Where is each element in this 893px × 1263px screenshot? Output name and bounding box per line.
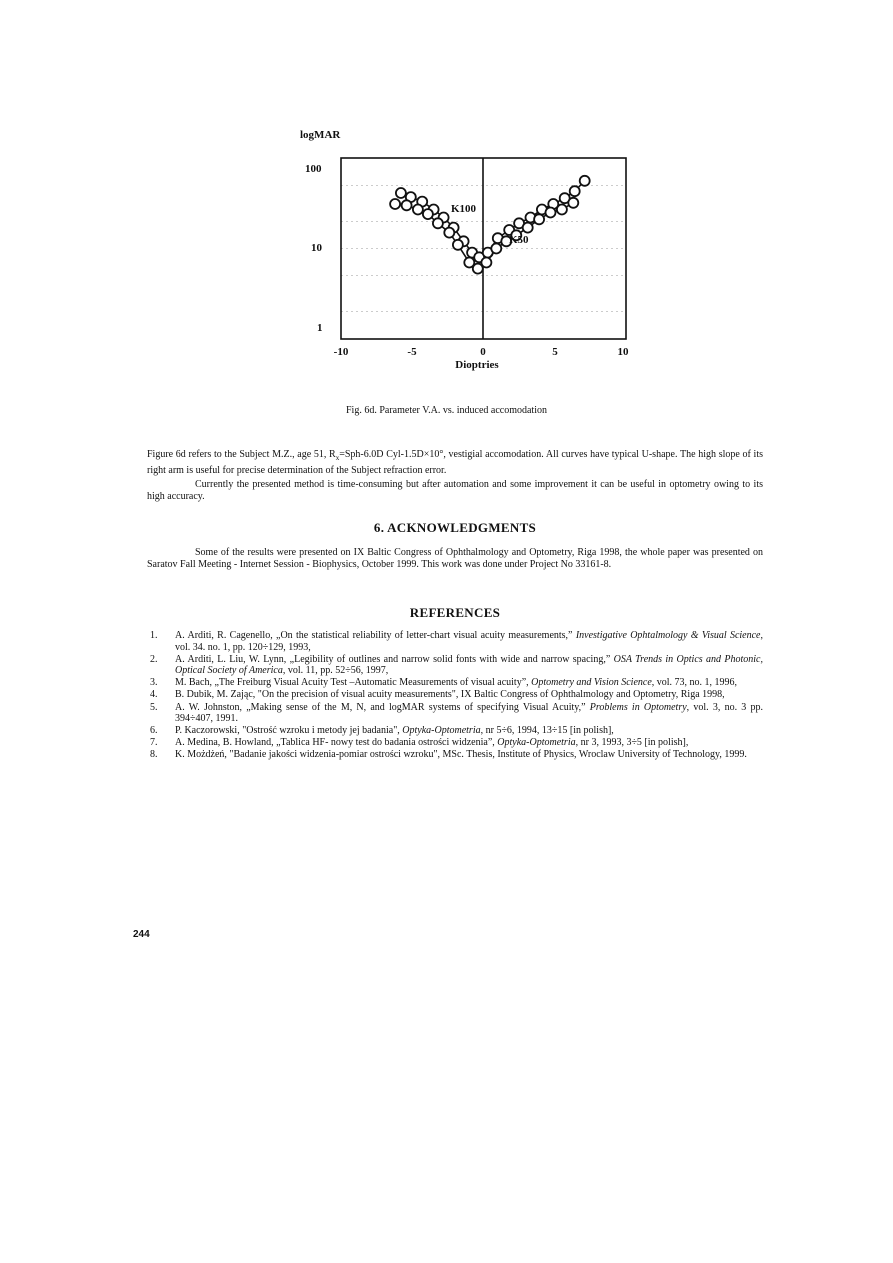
acknowledgments-text: Some of the results were presented on IX Baltic Congress of Ophthalmology and Optometry, Riga 1998, the whole paper was presented on Saratov Fall Meeting - Internet Session - Biophysics, October 1999. This work was done under Project No 33161-8. xyxy=(147,547,763,570)
data-point-k100 xyxy=(580,176,590,186)
data-point-k50 xyxy=(568,198,578,208)
data-point-k50 xyxy=(413,205,423,215)
data-point-k50 xyxy=(491,244,501,254)
acknowledgments-paragraph xyxy=(147,547,763,570)
data-point-k50 xyxy=(402,200,412,210)
data-point-k50 xyxy=(433,218,443,228)
x-tick-label-10: 10 xyxy=(617,346,629,358)
x-tick-label-5: 5 xyxy=(552,346,558,358)
data-point-k50 xyxy=(390,199,400,209)
data-point-k50 xyxy=(423,209,433,219)
y-tick-label-100: 100 xyxy=(305,163,322,175)
x-tick-label-0: 0 xyxy=(480,346,486,358)
figure-caption: Fig. 6d. Parameter V.A. vs. induced accomodation xyxy=(346,405,547,416)
data-point-k50 xyxy=(453,240,463,250)
x-axis-label: Dioptries xyxy=(455,359,499,371)
reference-item: 2. A. Arditi, L. Liu, W. Lynn, „Legibility of outlines and narrow solid fonts with wide and narrow spacing,” OSA Trends in Optics and Photonic, Optical Society of America, vol. 11, pp. 52÷56, 1997, xyxy=(150,653,763,677)
body-paragraph-1: Figure 6d refers to the Subject M.Z., age 51, $R_x=Sph-6.0D$ Cyl-1.5D×10°, vestigial accomodation. All curves have typical U-shape. The high slope of its right arm is useful for precise determination of the Subject refraction error. xyxy=(147,449,763,476)
data-point-k50 xyxy=(444,228,454,238)
reference-item: 7. A. Medina, B. Howland, „Tablica HF- nowy test do badania ostrości widzenia”, Optyka-Optometria, nr 3, 1993, 3÷5 [in polish], xyxy=(150,737,689,749)
series-label-k100: K100 xyxy=(451,203,477,215)
data-point-k50 xyxy=(523,223,533,233)
body-paragraph-2-text: Currently the presented method is time-consuming but after automation and some improvement it can be useful in optometry owing to its high accuracy. xyxy=(147,479,763,502)
data-point-k50 xyxy=(534,214,544,224)
series-label-k50: K50 xyxy=(509,234,529,246)
visual-acuity-chart xyxy=(0,0,893,400)
reference-list xyxy=(147,630,763,762)
data-point-k50 xyxy=(481,258,491,268)
y-tick-label-10: 10 xyxy=(311,242,322,254)
reference-item: 6. P. Kaczorowski, "Ostrość wzroku i metody jej badania", Optyka-Optometria, nr 5÷6, 1994, 13÷15 [in polish], xyxy=(150,725,614,737)
references-heading: REFERENCES xyxy=(409,605,501,620)
reference-item: 4. B. Dubik, M. Zając, "On the precision of visual acuity measurements", IX Baltic Congress of Ophthalmology and Optometry, Riga 1998, xyxy=(150,689,725,701)
y-axis-label: logMAR xyxy=(300,129,341,141)
data-point-k100 xyxy=(570,186,580,196)
y-tick-label-1: 1 xyxy=(317,322,323,334)
reference-item: 5. A. W. Johnston, „Making sense of the M, N, and logMAR systems of specifying Visual Acuity,” Problems in Optometry, vol. 3, no. 3 pp. 394÷407, 1991. xyxy=(150,701,763,725)
data-point-k100 xyxy=(396,188,406,198)
acknowledgments-heading: 6. ACKNOWLEDGMENTS xyxy=(373,520,537,535)
series-group xyxy=(390,176,590,274)
reference-item: 1. A. Arditi, R. Cagenello, „On the statistical reliability of letter-chart visual acuity measurements,” Investigative Ophtalmology & Visual Science, vol. 34. no. 1, pp. 120÷129, 1993, xyxy=(150,630,763,653)
reference-item: 3. M. Bach, „The Freiburg Visual Acuity Test –Automatic Measurements of visual acuity”, Optometry and Vision Science, vol. 73, no. 1, 1996, xyxy=(150,677,738,689)
data-point-k50 xyxy=(546,208,556,218)
reference-item: 8. K. Możdżeń, "Badanie jakości widzenia-pomiar ostrości wzroku", MSc. Thesis, Institute of Physics, Wroclaw University of Technology, 1999. xyxy=(150,749,747,761)
body-paragraph-2 xyxy=(147,479,763,502)
x-tick-label-minus-10: -10 xyxy=(333,346,349,358)
page-number: 244 xyxy=(133,929,150,940)
data-point-k50 xyxy=(557,205,567,215)
x-tick-label-minus-5: -5 xyxy=(407,346,417,358)
